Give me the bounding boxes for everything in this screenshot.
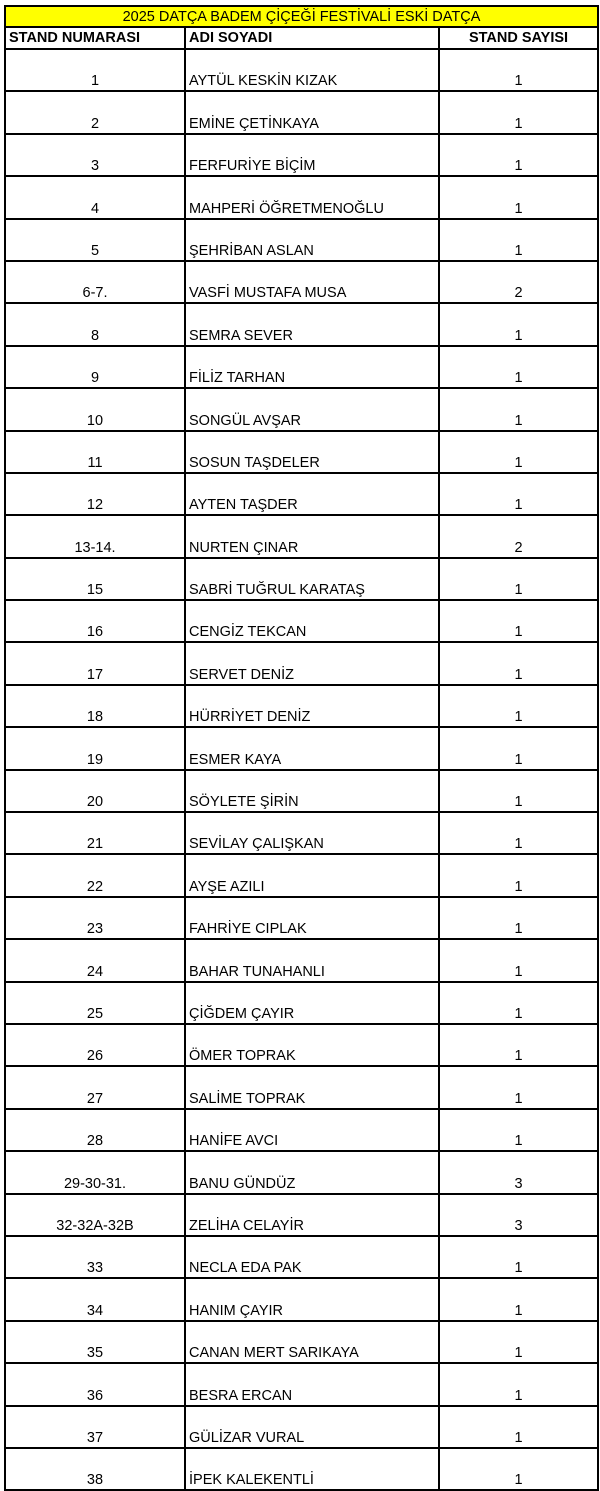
stand-number-cell[interactable]: 1: [5, 49, 185, 91]
stand-count-cell[interactable]: 1: [439, 600, 598, 642]
table-row: [5, 1194, 598, 1236]
table-row: [5, 473, 598, 515]
stand-count-cell[interactable]: 1: [439, 854, 598, 896]
stand-count-cell[interactable]: 1: [439, 91, 598, 133]
full-name-cell[interactable]: SEMRA SEVER: [185, 303, 439, 345]
stand-count-cell[interactable]: 1: [439, 982, 598, 1024]
stand-count-cell[interactable]: 1: [439, 770, 598, 812]
table-row: [5, 1363, 598, 1405]
table-row: [5, 303, 598, 345]
full-name-cell[interactable]: ESMER KAYA: [185, 727, 439, 769]
stand-number-cell[interactable]: 5: [5, 219, 185, 261]
table-row: [5, 1278, 598, 1320]
stand-count-cell[interactable]: 1: [439, 1066, 598, 1108]
stand-number-cell[interactable]: 17: [5, 642, 185, 684]
full-name-cell[interactable]: BAHAR TUNAHANLI: [185, 939, 439, 981]
table-row: [5, 982, 598, 1024]
stand-count-cell[interactable]: 1: [439, 388, 598, 430]
table-row: [5, 388, 598, 430]
table-row: [5, 49, 598, 91]
full-name-cell[interactable]: SÖYLETE ŞİRİN: [185, 770, 439, 812]
full-name-cell[interactable]: FERFURİYE BİÇİM: [185, 134, 439, 176]
stand-count-cell[interactable]: 1: [439, 685, 598, 727]
full-name-cell[interactable]: ZELİHA CELAYİR: [185, 1194, 439, 1236]
stand-count-cell[interactable]: 1: [439, 1321, 598, 1363]
stand-number-cell[interactable]: 8: [5, 303, 185, 345]
stand-count-cell[interactable]: 1: [439, 897, 598, 939]
full-name-cell[interactable]: SONGÜL AVŞAR: [185, 388, 439, 430]
stand-number-cell[interactable]: 33: [5, 1236, 185, 1278]
table-row: [5, 600, 598, 642]
header-full-name[interactable]: ADI SOYADI: [185, 27, 439, 49]
stand-count-cell[interactable]: 1: [439, 1448, 598, 1490]
stand-number-cell[interactable]: 35: [5, 1321, 185, 1363]
stand-count-cell[interactable]: 1: [439, 1236, 598, 1278]
stand-number-cell[interactable]: 38: [5, 1448, 185, 1490]
table-row: [5, 854, 598, 896]
table-row: [5, 1109, 598, 1151]
full-name-cell[interactable]: HANİFE AVCI: [185, 1109, 439, 1151]
stand-table: [4, 5, 599, 1491]
stand-number-cell[interactable]: 26: [5, 1024, 185, 1066]
stand-count-cell[interactable]: 1: [439, 219, 598, 261]
full-name-cell[interactable]: SOSUN TAŞDELER: [185, 431, 439, 473]
sheet-title[interactable]: 2025 DATÇA BADEM ÇİÇEĞİ FESTİVALİ ESKİ DATÇA: [5, 6, 598, 27]
full-name-cell[interactable]: SEVİLAY ÇALIŞKAN: [185, 812, 439, 854]
full-name-cell[interactable]: MAHPERİ ÖĞRETMENOĞLU: [185, 176, 439, 218]
table-row: [5, 939, 598, 981]
stand-count-cell[interactable]: 1: [439, 558, 598, 600]
full-name-cell[interactable]: NURTEN ÇINAR: [185, 515, 439, 557]
stand-number-cell[interactable]: 9: [5, 346, 185, 388]
stand-count-cell[interactable]: 1: [439, 812, 598, 854]
stand-count-cell[interactable]: 1: [439, 49, 598, 91]
table-row: [5, 558, 598, 600]
stand-number-cell[interactable]: 28: [5, 1109, 185, 1151]
table-row: [5, 897, 598, 939]
full-name-cell[interactable]: FAHRİYE CIPLAK: [185, 897, 439, 939]
table-row: [5, 642, 598, 684]
stand-number-cell[interactable]: 3: [5, 134, 185, 176]
full-name-cell[interactable]: EMİNE ÇETİNKAYA: [185, 91, 439, 133]
table-row: [5, 346, 598, 388]
stand-number-cell[interactable]: 21: [5, 812, 185, 854]
full-name-cell[interactable]: SERVET DENİZ: [185, 642, 439, 684]
full-name-cell[interactable]: AYŞE AZILI: [185, 854, 439, 896]
stand-number-cell[interactable]: 2: [5, 91, 185, 133]
stand-count-cell[interactable]: 3: [439, 1151, 598, 1193]
stand-count-cell[interactable]: 1: [439, 176, 598, 218]
stand-number-cell[interactable]: 22: [5, 854, 185, 896]
stand-number-cell[interactable]: 25: [5, 982, 185, 1024]
full-name-cell[interactable]: GÜLİZAR VURAL: [185, 1406, 439, 1448]
stand-number-cell[interactable]: 34: [5, 1278, 185, 1320]
header-row: [5, 27, 598, 49]
stand-number-cell[interactable]: 20: [5, 770, 185, 812]
stand-count-cell[interactable]: 1: [439, 303, 598, 345]
stand-number-cell[interactable]: 23: [5, 897, 185, 939]
full-name-cell[interactable]: ÇİĞDEM ÇAYIR: [185, 982, 439, 1024]
full-name-cell[interactable]: İPEK KALEKENTLİ: [185, 1448, 439, 1490]
full-name-cell[interactable]: AYTEN TAŞDER: [185, 473, 439, 515]
full-name-cell[interactable]: HÜRRİYET DENİZ: [185, 685, 439, 727]
table-row: [5, 1321, 598, 1363]
stand-number-cell[interactable]: 36: [5, 1363, 185, 1405]
stand-count-cell[interactable]: 1: [439, 431, 598, 473]
table-row: [5, 1066, 598, 1108]
stand-count-cell[interactable]: 1: [439, 346, 598, 388]
stand-count-cell[interactable]: 3: [439, 1194, 598, 1236]
stand-number-cell[interactable]: 6-7.: [5, 261, 185, 303]
stand-number-cell[interactable]: 16: [5, 600, 185, 642]
stand-count-cell[interactable]: 1: [439, 1406, 598, 1448]
full-name-cell[interactable]: HANIM ÇAYIR: [185, 1278, 439, 1320]
full-name-cell[interactable]: FİLİZ TARHAN: [185, 346, 439, 388]
stand-count-cell[interactable]: 1: [439, 727, 598, 769]
stand-count-cell[interactable]: 1: [439, 939, 598, 981]
full-name-cell[interactable]: BANU GÜNDÜZ: [185, 1151, 439, 1193]
stand-number-cell[interactable]: 4: [5, 176, 185, 218]
table-row: [5, 727, 598, 769]
table-body: [5, 49, 598, 1490]
table-row: [5, 1448, 598, 1490]
stand-number-cell[interactable]: 11: [5, 431, 185, 473]
table-row: [5, 515, 598, 557]
stand-number-cell[interactable]: 12: [5, 473, 185, 515]
table-row: [5, 770, 598, 812]
table-row: [5, 431, 598, 473]
stand-count-cell[interactable]: 2: [439, 515, 598, 557]
full-name-cell[interactable]: CANAN MERT SARIKAYA: [185, 1321, 439, 1363]
stand-number-cell[interactable]: 37: [5, 1406, 185, 1448]
stand-number-cell[interactable]: 32-32A-32B: [5, 1194, 185, 1236]
stand-number-cell[interactable]: 24: [5, 939, 185, 981]
table-row: [5, 685, 598, 727]
stand-count-cell[interactable]: 1: [439, 1024, 598, 1066]
stand-number-cell[interactable]: 18: [5, 685, 185, 727]
stand-count-cell[interactable]: 1: [439, 134, 598, 176]
stand-count-cell[interactable]: 2: [439, 261, 598, 303]
stand-number-cell[interactable]: 29-30-31.: [5, 1151, 185, 1193]
table-row: [5, 219, 598, 261]
full-name-cell[interactable]: NECLA EDA PAK: [185, 1236, 439, 1278]
table-row: [5, 1024, 598, 1066]
full-name-cell[interactable]: SABRİ TUĞRUL KARATAŞ: [185, 558, 439, 600]
stand-count-cell[interactable]: 1: [439, 1109, 598, 1151]
header-stand-number[interactable]: STAND NUMARASI: [5, 27, 185, 49]
full-name-cell[interactable]: VASFİ MUSTAFA MUSA: [185, 261, 439, 303]
full-name-cell[interactable]: BESRA ERCAN: [185, 1363, 439, 1405]
stand-number-cell[interactable]: 10: [5, 388, 185, 430]
table-row: [5, 1236, 598, 1278]
table-row: [5, 1151, 598, 1193]
stand-number-cell[interactable]: 19: [5, 727, 185, 769]
table-row: [5, 91, 598, 133]
title-row: [5, 6, 598, 27]
full-name-cell[interactable]: CENGİZ TEKCAN: [185, 600, 439, 642]
spreadsheet: [4, 5, 597, 1491]
table-row: [5, 1406, 598, 1448]
full-name-cell[interactable]: ÖMER TOPRAK: [185, 1024, 439, 1066]
table-row: [5, 134, 598, 176]
stand-number-cell[interactable]: 15: [5, 558, 185, 600]
header-stand-count[interactable]: STAND SAYISI: [439, 27, 598, 49]
table-row: [5, 261, 598, 303]
table-row: [5, 176, 598, 218]
full-name-cell[interactable]: SALİME TOPRAK: [185, 1066, 439, 1108]
stand-number-cell[interactable]: 27: [5, 1066, 185, 1108]
full-name-cell[interactable]: AYTÜL KESKİN KIZAK: [185, 49, 439, 91]
full-name-cell[interactable]: ŞEHRİBAN ASLAN: [185, 219, 439, 261]
table-row: [5, 812, 598, 854]
stand-count-cell[interactable]: 1: [439, 1278, 598, 1320]
stand-count-cell[interactable]: 1: [439, 1363, 598, 1405]
stand-count-cell[interactable]: 1: [439, 473, 598, 515]
stand-number-cell[interactable]: 13-14.: [5, 515, 185, 557]
stand-count-cell[interactable]: 1: [439, 642, 598, 684]
